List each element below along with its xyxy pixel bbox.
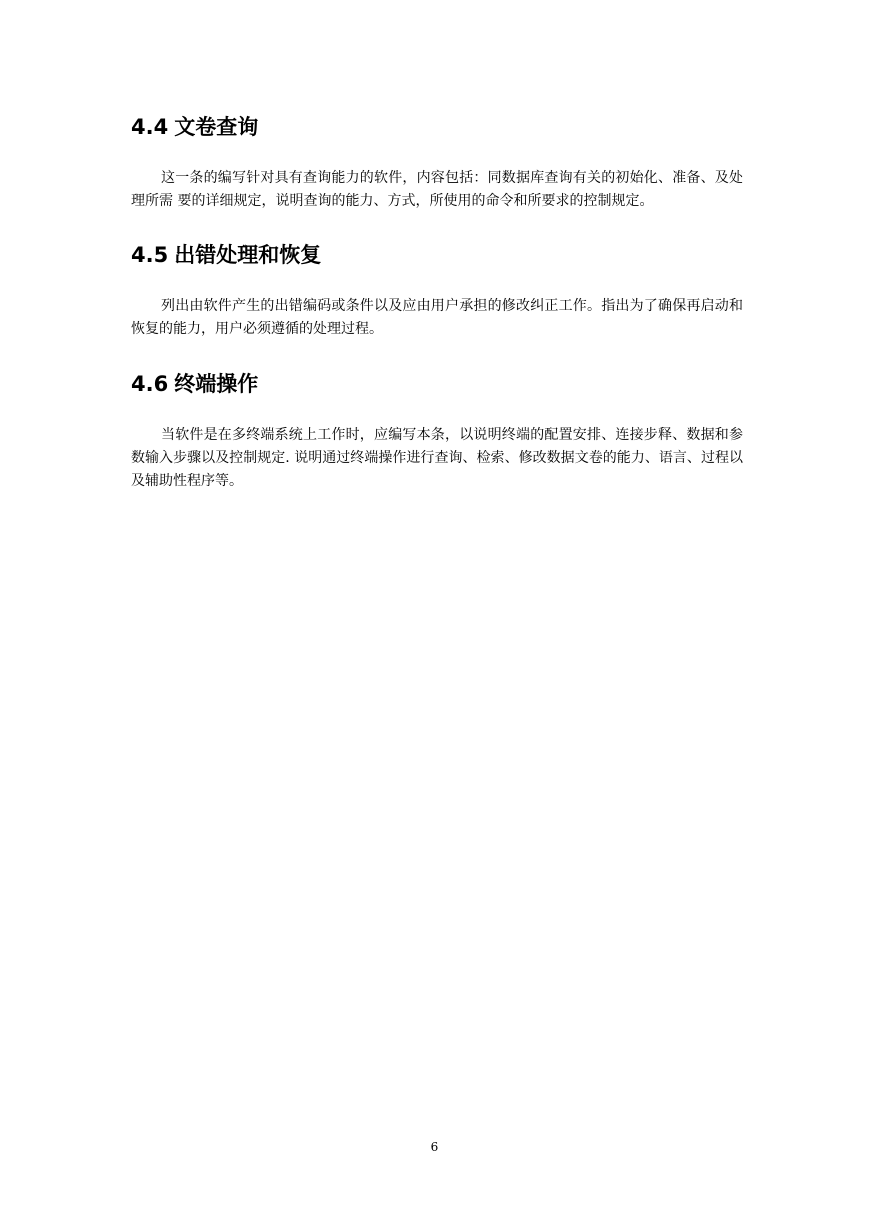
section-number: 4.6 (131, 372, 169, 396)
section-error-handling (131, 242, 743, 341)
section-paragraph: 这一条的编写针对具有查询能力的软件，内容包括：同数据库查询有关的初始化、准备、及处理所需 要的详细规定，说明查询的能力、方式，所使用的命令和所要求的控制规定。 (131, 170, 743, 209)
section-query-files (131, 114, 743, 213)
section-title: 文卷查询 (174, 115, 259, 139)
section-paragraph: 当软件是在多终端系统上工作时，应编写本条，以说明终端的配置安排、连接步释、数据和参数输入步骤以及控制规定. 说明通过终端操作进行查询、检索、修改数据文卷的能力、语言、过程以及辅助性程序等。 (131, 427, 743, 489)
page-number: 6 (430, 1140, 439, 1154)
section-terminal-operation (131, 371, 743, 493)
section-title: 出错处理和恢复 (174, 243, 322, 267)
section-number: 4.4 (131, 115, 169, 139)
section-heading (131, 114, 743, 140)
section-heading (131, 242, 743, 268)
section-heading (131, 371, 743, 397)
section-title: 终端操作 (174, 372, 259, 396)
section-number: 4.5 (131, 243, 169, 267)
section-paragraph: 列出由软件产生的出错编码或条件以及应由用户承担的修改纠正工作。指出为了确保再启动和恢复的能力，用户必须遵循的处理过程。 (131, 298, 743, 337)
